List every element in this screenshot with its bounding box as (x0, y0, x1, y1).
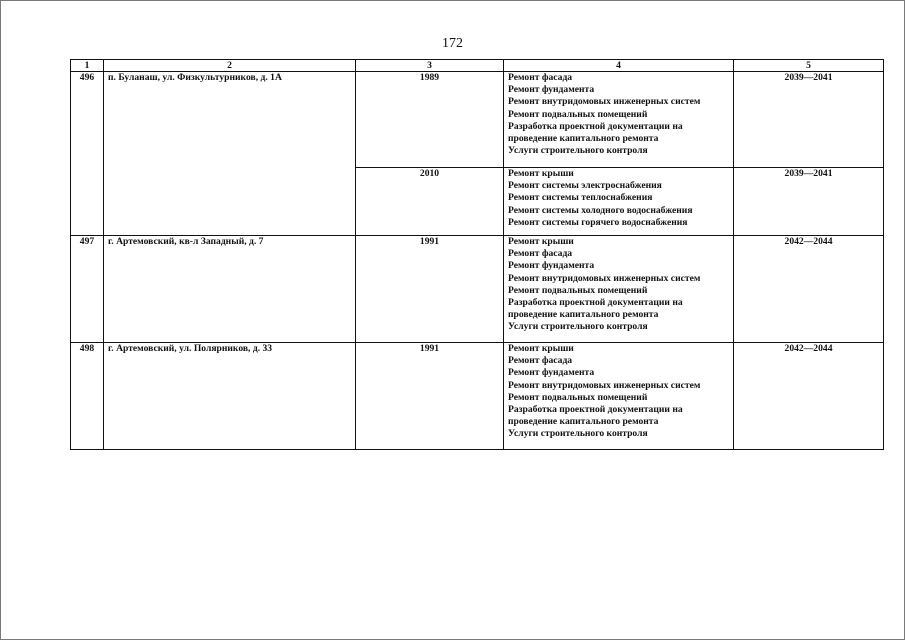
work-item: Ремонт системы теплоснабжения (508, 192, 653, 204)
work-item: проведение капитального ремонта (508, 309, 659, 321)
row-number: 498 (71, 343, 104, 450)
work-item: проведение капитального ремонта (508, 416, 659, 428)
work-item: Услуги строительного контроля (508, 145, 648, 157)
year-built: 2010 (356, 168, 504, 236)
work-item: Разработка проектной документации на (508, 120, 683, 132)
row-number: 496 (71, 72, 104, 236)
work-item: Ремонт системы электроснабжения (508, 180, 662, 192)
work-item: Ремонт внутридомовых инженерных систем (508, 96, 701, 108)
column-header-3: 3 (356, 60, 504, 72)
work-item: Услуги строительного контроля (508, 428, 648, 440)
work-item: Ремонт фасада (508, 355, 573, 367)
work-item: Ремонт фундамента (508, 367, 595, 379)
work-item: Разработка проектной документации на (508, 404, 683, 416)
column-header-4: 4 (504, 60, 734, 72)
work-item: Ремонт системы горячего водоснабжения (508, 216, 688, 228)
work-item: проведение капитального ремонта (508, 133, 659, 145)
column-header-1: 1 (71, 60, 104, 72)
column-header-2: 2 (104, 60, 356, 72)
work-item: Ремонт внутридомовых инженерных систем (508, 272, 701, 284)
work-item: Ремонт подвальных помещений (508, 391, 648, 403)
building-address: п. Буланаш, ул. Физкультурников, д. 1А (104, 72, 356, 236)
repair-schedule-table (70, 59, 884, 450)
work-item: Ремонт фасада (508, 248, 573, 260)
works-list (504, 168, 734, 236)
work-item: Ремонт фасада (508, 72, 573, 83)
work-item: Разработка проектной документации на (508, 297, 683, 309)
page-number: 172 (442, 36, 463, 51)
work-item: Ремонт крыши (508, 168, 574, 179)
works-list (504, 72, 734, 168)
building-address: г. Артемовский, кв-л Западный, д. 7 (104, 236, 356, 343)
work-item: Ремонт подвальных помещений (508, 108, 648, 120)
table-row (71, 72, 884, 168)
work-item: Ремонт внутридомовых инженерных систем (508, 379, 701, 391)
work-item: Ремонт фундамента (508, 260, 595, 272)
work-item: Ремонт фундамента (508, 84, 595, 96)
row-number: 497 (71, 236, 104, 343)
building-address: г. Артемовский, ул. Полярников, д. 33 (104, 343, 356, 450)
repair-period: 2042—2044 (734, 343, 884, 450)
repair-period: 2039—2041 (734, 72, 884, 168)
column-header-5: 5 (734, 60, 884, 72)
repair-period: 2039—2041 (734, 168, 884, 236)
work-item: Услуги строительного контроля (508, 321, 648, 333)
work-item: Ремонт крыши (508, 236, 574, 247)
work-item: Ремонт системы холодного водоснабжения (508, 204, 693, 216)
table-row (71, 343, 884, 450)
works-list (504, 343, 734, 450)
table-header-row (71, 60, 884, 72)
work-item: Ремонт подвальных помещений (508, 284, 648, 296)
works-list (504, 236, 734, 343)
year-built: 1989 (356, 72, 504, 168)
year-built: 1991 (356, 343, 504, 450)
table-row (71, 236, 884, 343)
repair-period: 2042—2044 (734, 236, 884, 343)
year-built: 1991 (356, 236, 504, 343)
work-item: Ремонт крыши (508, 343, 574, 354)
